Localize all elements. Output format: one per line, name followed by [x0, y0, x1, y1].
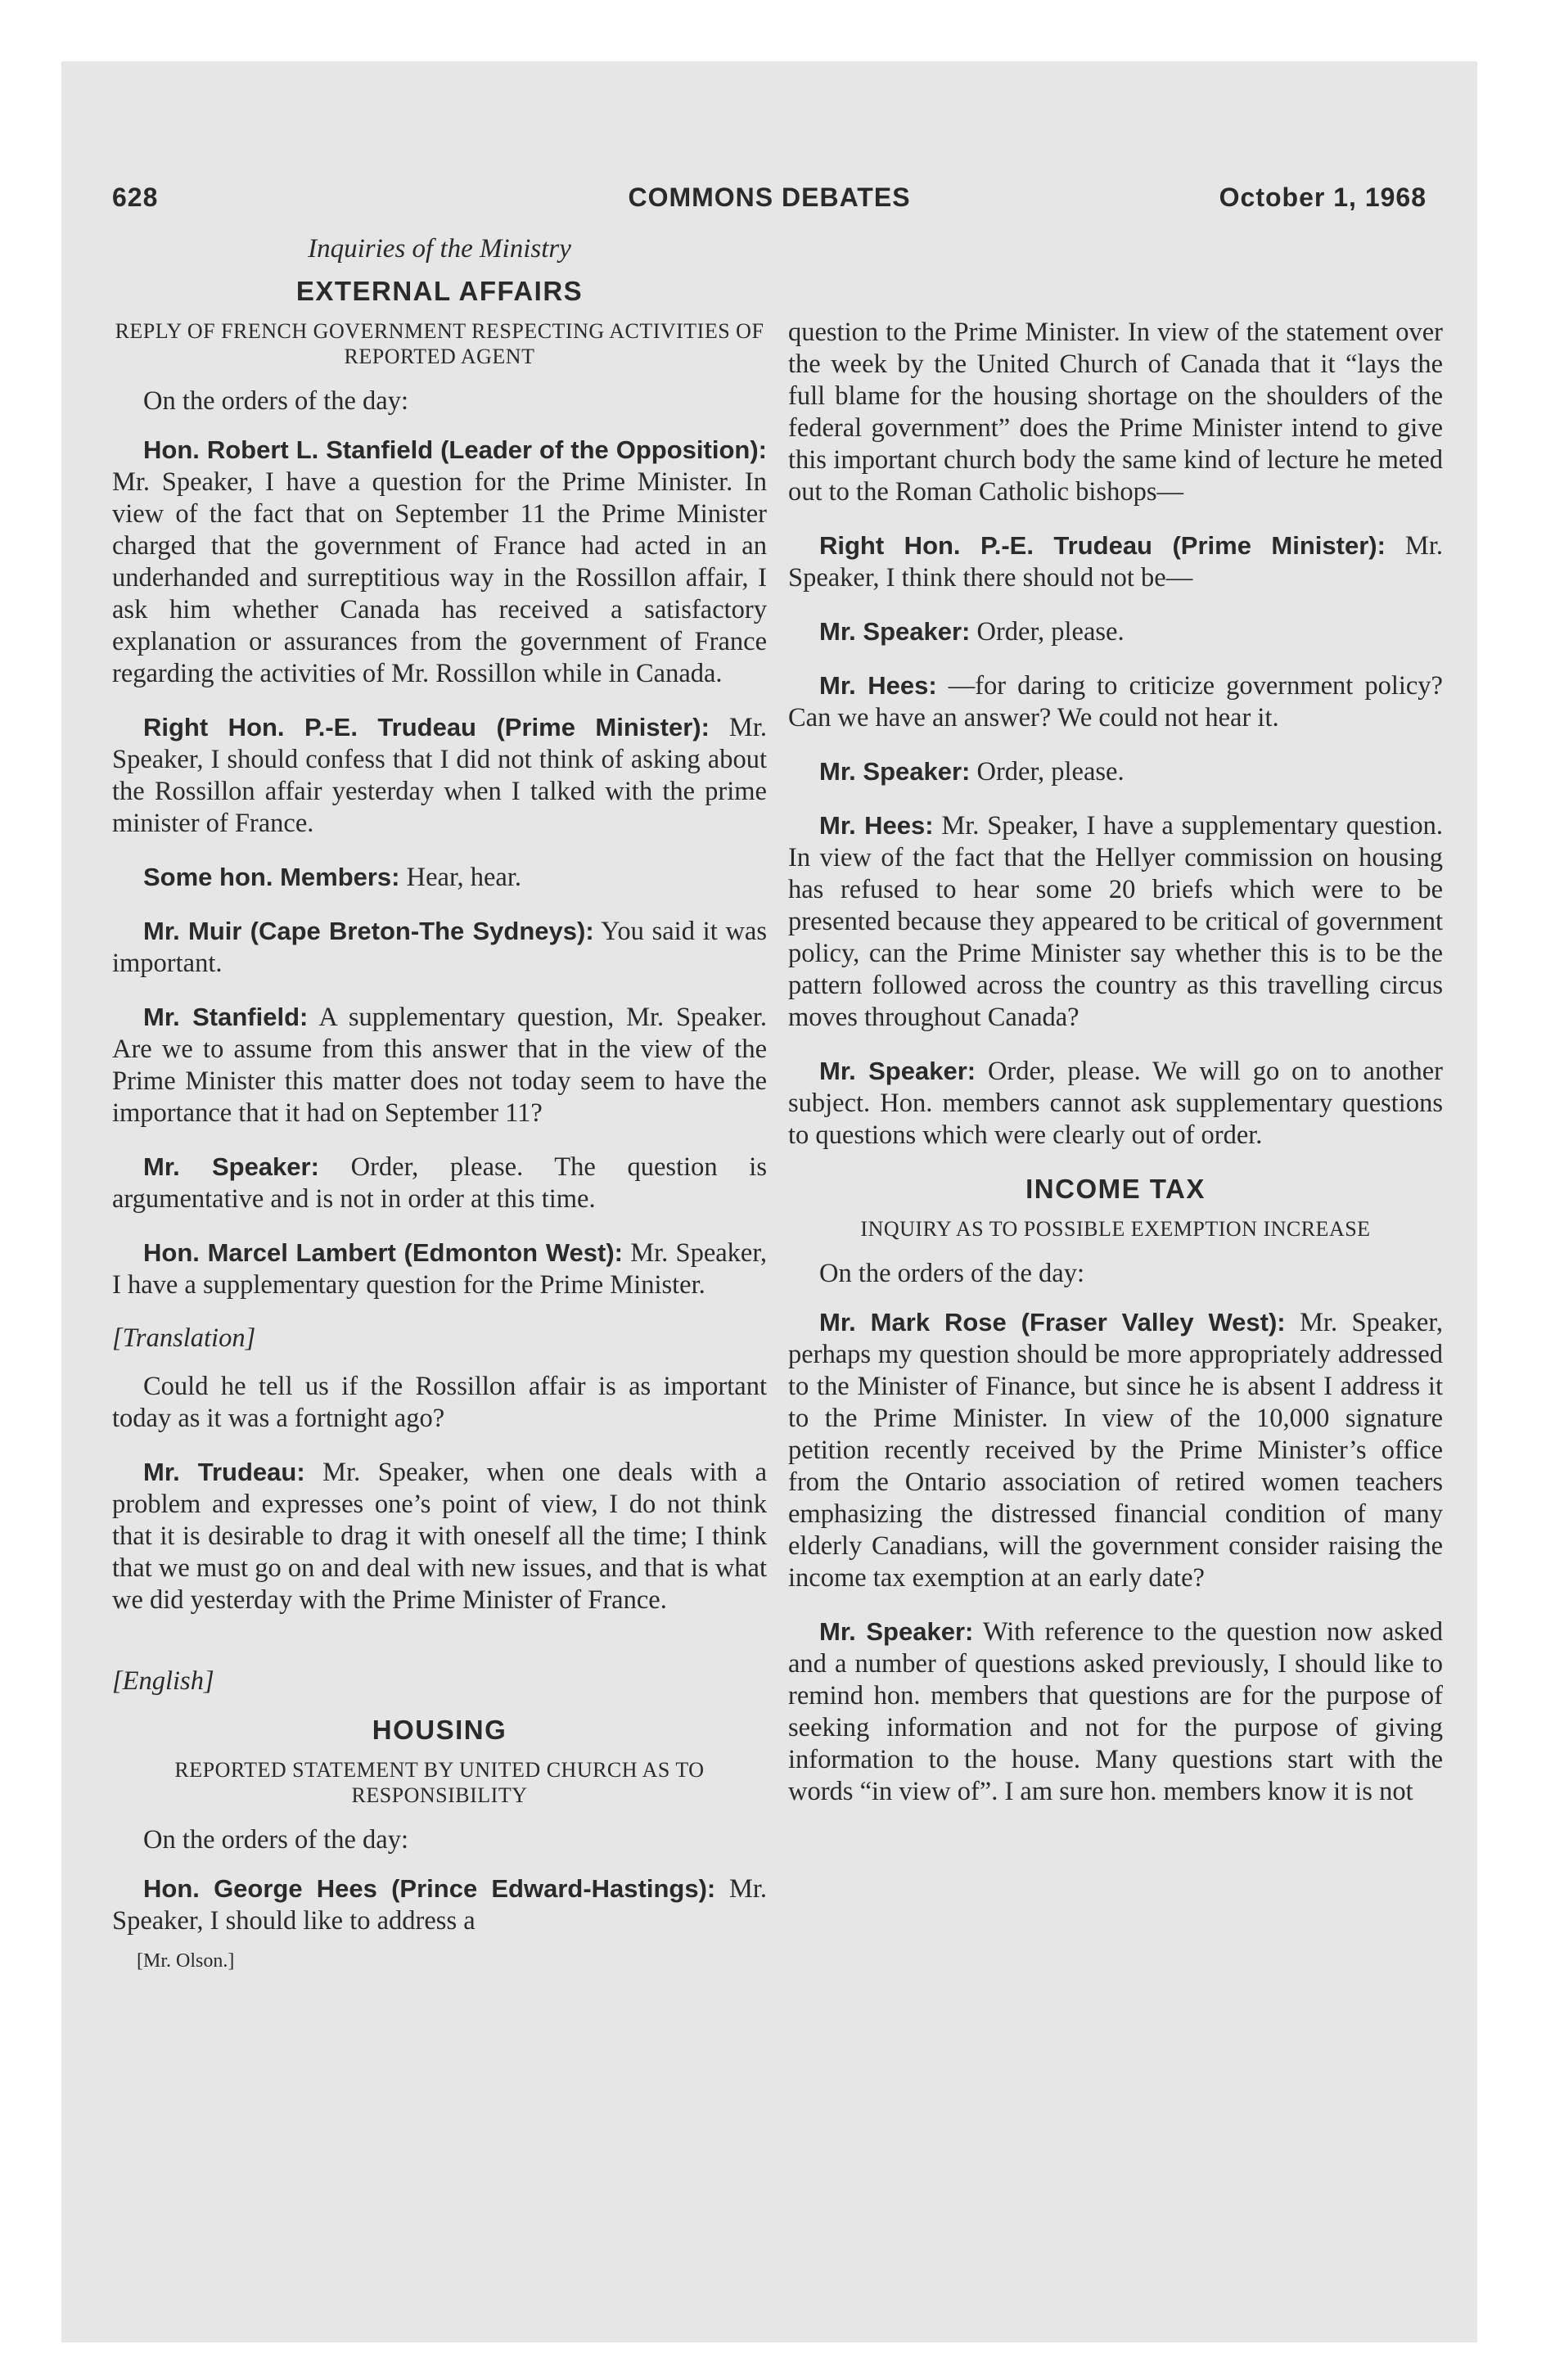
speaker-name: Hon. George Hees (Prince Edward-Hastings):: [143, 1874, 716, 1903]
speech-text: Mr. Speaker, I think there should not be—: [788, 531, 1443, 593]
publication-title: COMMONS DEBATES: [628, 183, 911, 212]
speech-paragraph: [112, 1371, 767, 1435]
speech-paragraph: [788, 809, 1443, 1034]
speech-paragraph: [788, 317, 1443, 508]
speaker-name: Mr. Speaker:: [819, 1057, 976, 1085]
right-column: [788, 317, 1443, 1829]
speech-paragraph: [788, 530, 1443, 594]
speech-paragraph: [112, 434, 767, 690]
speaker-name: Hon. Robert L. Stanfield (Leader of the Opposition):: [143, 435, 767, 464]
heading-external-affairs: EXTERNAL AFFAIRS: [295, 276, 584, 306]
subheading-french-government: REPLY OF FRENCH GOVERNMENT RESPECTING ACTIVITIES OF REPORTED AGENT: [115, 319, 764, 368]
heading-income-tax: INCOME TAX: [1025, 1174, 1206, 1204]
speech-paragraph: [788, 1616, 1443, 1808]
speech-text: Mr. Speaker, when one deals with a problem and expresses one’s point of view, I do not think that it is desirable to drag it with oneself all the time; I think that we must go on and deal with new issues, and that is what we did yesterday with the Prime Minister of France.: [112, 1458, 767, 1615]
speaker-name: Right Hon. P.-E. Trudeau (Prime Minister):: [143, 713, 710, 741]
speaker-name: Mr. Stanfield:: [143, 1003, 309, 1031]
speech-paragraph: [112, 1456, 767, 1616]
speech-text: Order, please.: [970, 757, 1125, 787]
speech-paragraph: [788, 755, 1443, 788]
speaker-name: Mr. Mark Rose (Fraser Valley West):: [819, 1308, 1286, 1336]
page-sheet: [61, 61, 1477, 2342]
speech-paragraph: [112, 861, 767, 894]
speech-paragraph: [112, 1237, 767, 1301]
speaker-name: Mr. Hees:: [819, 811, 934, 840]
speaker-name: Mr. Speaker:: [819, 617, 971, 646]
speaker-name: Right Hon. P.-E. Trudeau (Prime Minister):: [819, 531, 1386, 560]
speaker-name: Mr. Muir (Cape Breton-The Sydneys):: [143, 917, 594, 945]
speech-paragraph: [788, 669, 1443, 734]
speech-paragraph: [788, 1306, 1443, 1594]
speaker-name: Hon. Marcel Lambert (Edmonton West):: [143, 1238, 623, 1267]
speech-text: Mr. Speaker, perhaps my question should be more appropriately addressed to the Minister of Finance, but since he is absent I address it to the Prime Minister. In view of the 10,000 signature petition recently received by the Prime Minister’s office from the Ontario association of retired women teachers emphasizing the distressed financial condition of many elderly Canadians, will the government consider raising the income tax exemption at an early date?: [788, 1308, 1443, 1593]
section-rubric: Inquiries of the Ministry: [308, 234, 571, 264]
speech-text: Mr. Speaker, I should like to address a: [112, 1874, 767, 1936]
speaker-name: Mr. Trudeau:: [143, 1458, 305, 1486]
subheading-united-church: REPORTED STATEMENT BY UNITED CHURCH AS TO RESPONSIBILITY: [174, 1758, 705, 1807]
language-marker: [English]: [112, 1666, 214, 1696]
speech-text: Order, please. The question is argumentative and is not in order at this time.: [112, 1152, 767, 1214]
speaker-name: Mr. Speaker:: [819, 1617, 974, 1646]
speaker-name: Mr. Speaker:: [143, 1152, 319, 1181]
speech-text: Mr. Speaker, I have a supplementary question. In view of the fact that the Hellyer commission on housing has refused to hear some 20 briefs which were to be presented because they appeared to be critical of government policy, can the Prime Minister say whether this is to be the pattern followed across the country as this travelling circus moves throughout Canada?: [788, 811, 1443, 1032]
subheading-exemption-increase: INQUIRY AS TO POSSIBLE EXEMPTION INCREASE: [860, 1217, 1371, 1241]
speech-paragraph: [112, 1151, 767, 1215]
speech-text: Mr. Speaker, I have a question for the Prime Minister. In view of the fact that on September 11 the Prime Minister charged that the government of France had acted in an underhanded and surreptitious way in the Rossillon affair, I ask him whether Canada has received a satisfactory explanation or assurances from the government of France regarding the activities of Mr. Rossillon while in Canada.: [112, 467, 767, 688]
speech-text: You said it was important.: [112, 917, 767, 978]
page-number: 628: [112, 183, 159, 212]
speech-paragraph: [112, 711, 767, 840]
speech-text: Order, please.: [970, 617, 1125, 647]
issue-date: October 1, 1968: [1219, 183, 1427, 212]
speech-paragraph: [788, 1055, 1443, 1152]
speech-text: —for daring to criticize government policy? Can we have an answer? We could not hear it.: [788, 671, 1443, 732]
speech-text: A supplementary question, Mr. Speaker. Are we to assume from this answer that in the view of the Prime Minister this matter does not today seem to have the importance that it had on September 11?: [112, 1003, 767, 1128]
speaker-name: Some hon. Members:: [143, 863, 400, 891]
orders-of-the-day: On the orders of the day:: [819, 1259, 1085, 1288]
speaker-name: Mr. Hees:: [819, 671, 937, 700]
speech-text: question to the Prime Minister. In view of the statement over the week by the United Church of Canada that it “lays the full blame for the housing shortage on the shoulders of the federal government” does the Prime Minister intend to give this important church body the same kind of lecture he meted out to the Roman Catholic bishops—: [788, 318, 1443, 507]
running-head: [112, 183, 1427, 223]
speech-paragraph: [112, 1001, 767, 1129]
speech-paragraph: [112, 915, 767, 980]
orders-of-the-day: On the orders of the day:: [143, 1825, 409, 1855]
translation-marker: [Translation]: [112, 1323, 256, 1353]
speech-text: With reference to the question now asked and a number of questions asked previously, I should like to remind hon. members that questions are for the purpose of seeking information and not for the purpose of giving information to the house. Many questions start with the words “in view of”. I am sure hon. members know it is not: [788, 1617, 1443, 1806]
page-footnote: [Mr. Olson.]: [137, 1950, 235, 1972]
hansard-page: [61, 61, 1477, 2342]
speech-text: Mr. Speaker, I have a supplementary question for the Prime Minister.: [112, 1238, 767, 1300]
left-column: [112, 233, 767, 1977]
speech-text: Order, please. We will go on to another subject. Hon. members cannot ask supplementary questions to questions which were clearly out of order.: [788, 1057, 1443, 1150]
speech-text: Mr. Speaker, I should confess that I did not think of asking about the Rossillon affair yesterday when I talked with the prime minister of France.: [112, 713, 767, 838]
orders-of-the-day: On the orders of the day:: [143, 386, 409, 416]
speech-paragraph: [112, 1873, 767, 1937]
heading-housing: HOUSING: [372, 1715, 507, 1745]
speech-text: Could he tell us if the Rossillon affair is as important today as it was a fortnight ago?: [112, 1372, 767, 1433]
speaker-name: Mr. Speaker:: [819, 757, 971, 786]
speech-text: Hear, hear.: [399, 863, 521, 892]
speech-paragraph: [788, 615, 1443, 648]
